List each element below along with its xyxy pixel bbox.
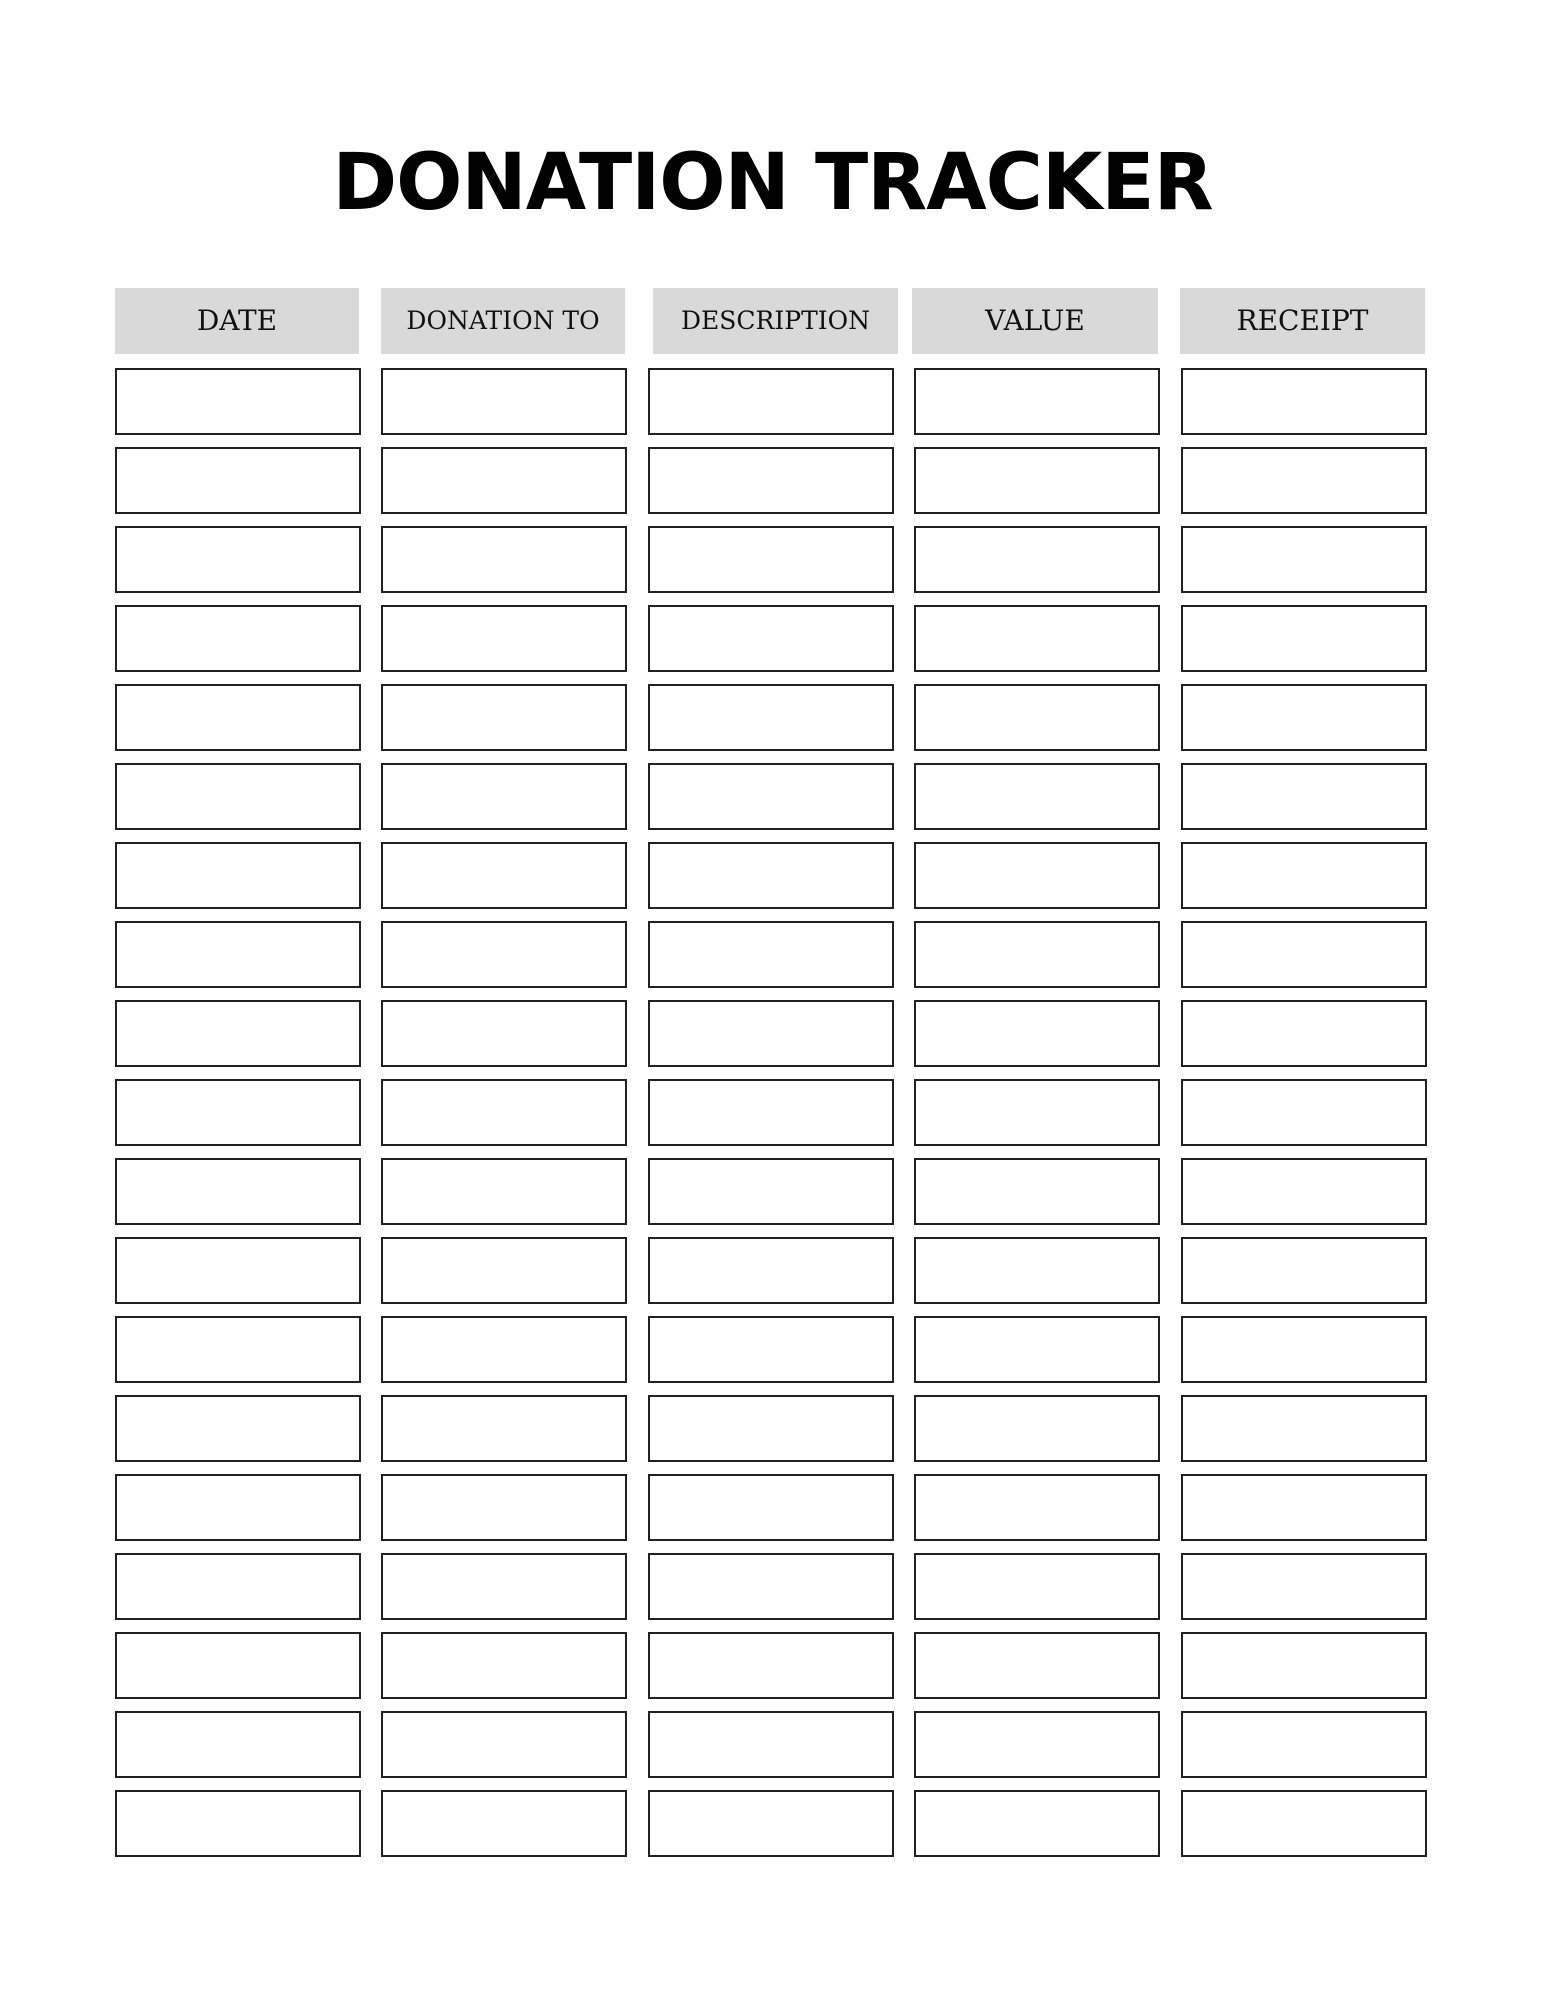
column-header-donation-to: DONATION TO [381,288,625,354]
entry-cell-date[interactable] [115,921,361,988]
entry-cell-receipt[interactable] [1181,842,1427,909]
entry-cell-date[interactable] [115,1237,361,1304]
entry-cell-donation-to[interactable] [381,447,627,514]
entry-cell-value[interactable] [914,1079,1160,1146]
entry-cell-receipt[interactable] [1181,447,1427,514]
entry-cell-value[interactable] [914,1711,1160,1778]
entry-cell-donation-to[interactable] [381,842,627,909]
entry-cell-value[interactable] [914,605,1160,672]
entry-cell-date[interactable] [115,1553,361,1620]
entry-cell-donation-to[interactable] [381,1079,627,1146]
entry-cell-date[interactable] [115,1000,361,1067]
entry-cell-donation-to[interactable] [381,1632,627,1699]
entry-cell-description[interactable] [648,1158,894,1225]
entry-cell-donation-to[interactable] [381,1711,627,1778]
entry-cell-receipt[interactable] [1181,1079,1427,1146]
entry-cell-description[interactable] [648,684,894,751]
entry-cell-donation-to[interactable] [381,1316,627,1383]
entry-cell-receipt[interactable] [1181,1711,1427,1778]
entry-cell-receipt[interactable] [1181,526,1427,593]
entry-cell-description[interactable] [648,1790,894,1857]
entry-cell-description[interactable] [648,1395,894,1462]
entry-cell-value[interactable] [914,1237,1160,1304]
entry-cell-receipt[interactable] [1181,921,1427,988]
entry-cell-date[interactable] [115,842,361,909]
entry-cell-receipt[interactable] [1181,763,1427,830]
entry-cell-date[interactable] [115,447,361,514]
entry-cell-date[interactable] [115,1790,361,1857]
page-title: DONATION TRACKER [332,138,1213,228]
entry-cell-donation-to[interactable] [381,1790,627,1857]
entry-cell-donation-to[interactable] [381,921,627,988]
entry-cell-value[interactable] [914,1158,1160,1225]
entry-cell-receipt[interactable] [1181,1474,1427,1541]
entry-cell-donation-to[interactable] [381,526,627,593]
entry-cell-receipt[interactable] [1181,684,1427,751]
entry-cell-date[interactable] [115,368,361,435]
entry-cell-date[interactable] [115,1079,361,1146]
entry-cell-value[interactable] [914,1316,1160,1383]
entry-cell-description[interactable] [648,1237,894,1304]
entry-cell-value[interactable] [914,1632,1160,1699]
entry-cell-receipt[interactable] [1181,1237,1427,1304]
entry-cell-date[interactable] [115,526,361,593]
entry-cell-value[interactable] [914,1395,1160,1462]
entry-cell-description[interactable] [648,1632,894,1699]
entry-cell-description[interactable] [648,368,894,435]
entry-cell-description[interactable] [648,1079,894,1146]
entry-cell-donation-to[interactable] [381,1237,627,1304]
column-header-value: VALUE [912,288,1158,354]
entry-cell-receipt[interactable] [1181,1632,1427,1699]
entry-cell-donation-to[interactable] [381,1000,627,1067]
entry-cell-donation-to[interactable] [381,605,627,672]
entry-cell-date[interactable] [115,1474,361,1541]
entry-cell-date[interactable] [115,1158,361,1225]
entry-cell-value[interactable] [914,1000,1160,1067]
entry-cell-receipt[interactable] [1181,1790,1427,1857]
entry-cell-description[interactable] [648,842,894,909]
entry-cell-description[interactable] [648,921,894,988]
entry-cell-donation-to[interactable] [381,684,627,751]
entry-cell-description[interactable] [648,526,894,593]
entry-cell-receipt[interactable] [1181,1000,1427,1067]
entry-cell-description[interactable] [648,447,894,514]
entry-cell-donation-to[interactable] [381,368,627,435]
entry-cell-donation-to[interactable] [381,1474,627,1541]
entry-cell-value[interactable] [914,921,1160,988]
entry-cell-description[interactable] [648,1474,894,1541]
column-header-date: DATE [115,288,359,354]
entry-cell-date[interactable] [115,684,361,751]
entry-cell-description[interactable] [648,1000,894,1067]
entry-cell-donation-to[interactable] [381,1553,627,1620]
entry-cell-date[interactable] [115,1395,361,1462]
entry-cell-donation-to[interactable] [381,1395,627,1462]
entry-cell-value[interactable] [914,526,1160,593]
entry-cell-description[interactable] [648,1553,894,1620]
entry-cell-date[interactable] [115,1632,361,1699]
entry-cell-description[interactable] [648,763,894,830]
column-header-description: DESCRIPTION [653,288,898,354]
entry-cell-date[interactable] [115,605,361,672]
entry-cell-receipt[interactable] [1181,1553,1427,1620]
entry-cell-date[interactable] [115,1316,361,1383]
entry-cell-value[interactable] [914,447,1160,514]
entry-cell-receipt[interactable] [1181,368,1427,435]
entry-cell-value[interactable] [914,1553,1160,1620]
entry-cell-value[interactable] [914,684,1160,751]
column-header-receipt: RECEIPT [1180,288,1425,354]
entry-cell-donation-to[interactable] [381,763,627,830]
entry-cell-donation-to[interactable] [381,1158,627,1225]
entry-cell-description[interactable] [648,1711,894,1778]
entry-cell-value[interactable] [914,368,1160,435]
entry-cell-receipt[interactable] [1181,605,1427,672]
entry-cell-date[interactable] [115,763,361,830]
entry-cell-receipt[interactable] [1181,1395,1427,1462]
entry-cell-value[interactable] [914,1790,1160,1857]
entry-cell-value[interactable] [914,842,1160,909]
entry-cell-receipt[interactable] [1181,1316,1427,1383]
entry-cell-value[interactable] [914,763,1160,830]
entry-cell-receipt[interactable] [1181,1158,1427,1225]
entry-cell-description[interactable] [648,1316,894,1383]
entry-cell-value[interactable] [914,1474,1160,1541]
entry-cell-description[interactable] [648,605,894,672]
entry-cell-date[interactable] [115,1711,361,1778]
